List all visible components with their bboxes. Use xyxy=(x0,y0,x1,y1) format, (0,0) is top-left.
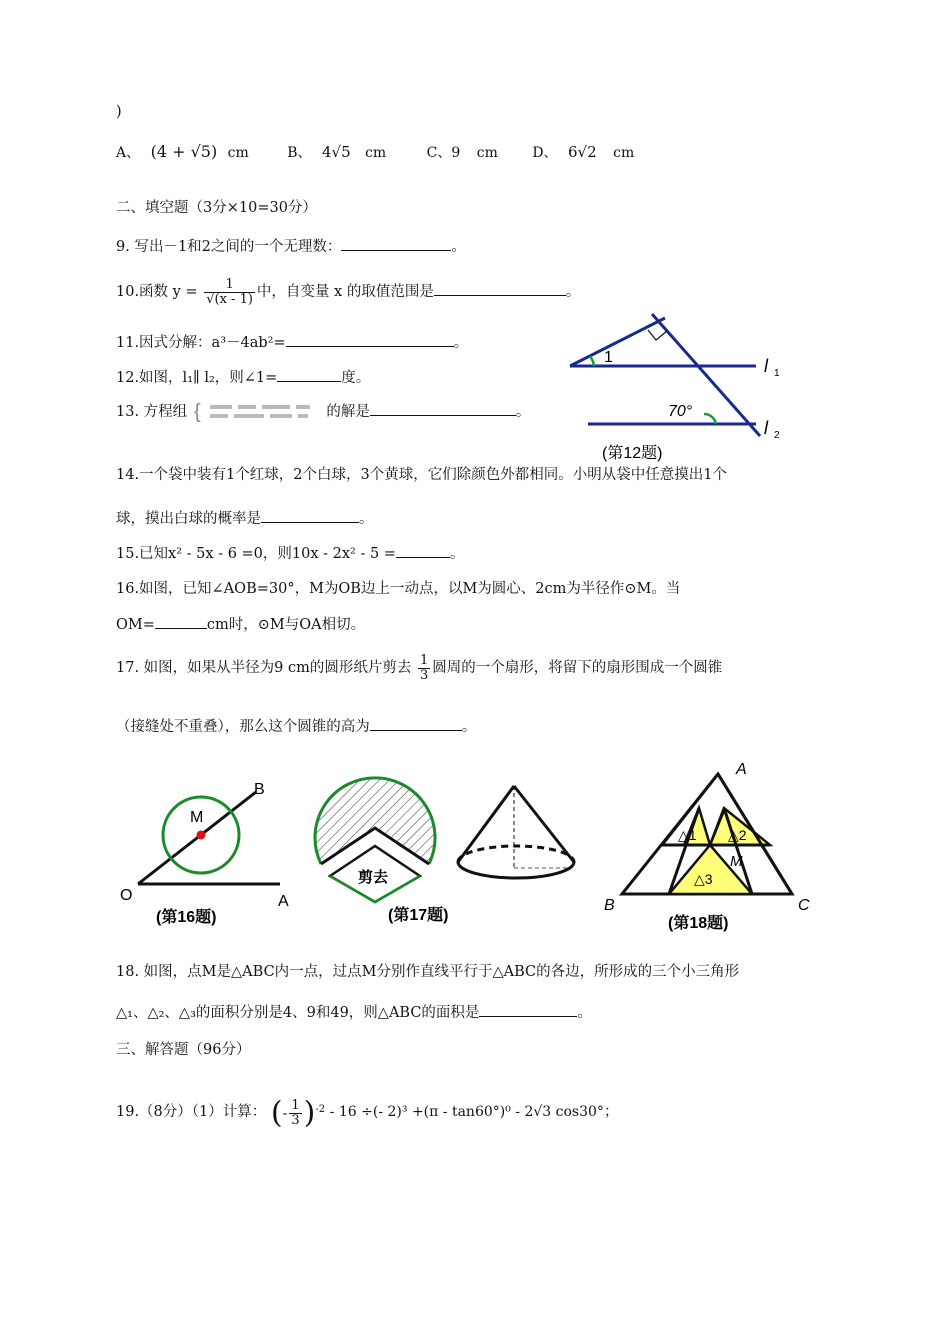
figure-16-caption: (第16题) xyxy=(156,909,217,926)
q9 xyxy=(116,236,466,257)
q14-line2 xyxy=(116,508,374,529)
q19 xyxy=(116,1090,618,1134)
q11-pre: 11.因式分解：a³－4ab²= xyxy=(116,335,286,351)
q9-answer-blank[interactable] xyxy=(341,236,451,251)
q10-post: 中，自变量 x 的取值范围是 xyxy=(256,284,434,300)
q15-end: 。 xyxy=(449,546,465,562)
figure-18 xyxy=(600,756,820,936)
q10-pre: 10.函数 y = xyxy=(116,284,198,300)
q13-post: 的解是 xyxy=(326,404,370,420)
option-a-label: A、 xyxy=(116,145,141,161)
figure-18-caption: (第18题) xyxy=(668,915,729,932)
q13-end: 。 xyxy=(515,404,531,420)
q10-fraction xyxy=(204,278,255,307)
cone-figure xyxy=(450,772,590,902)
q11-answer-blank[interactable] xyxy=(286,332,454,347)
q17-end: 。 xyxy=(461,719,477,735)
section2-title: 二、填空题（3分×10=30分） xyxy=(116,200,317,216)
q19-paren-fraction: (- $\frac{1}{3}$ )$^{-2}$ xyxy=(270,1095,326,1131)
option-d-value: 6√2 xyxy=(568,143,597,161)
figure-12 xyxy=(560,308,800,468)
q17-line2 xyxy=(116,716,476,737)
cut-label: 剪去 xyxy=(358,869,389,886)
option-a-value: (4 + √5) xyxy=(150,142,218,161)
q19-pre: 19.（8分）（1）计算： xyxy=(116,1103,267,1120)
point-b-label-18: B xyxy=(604,897,615,914)
q17-answer-blank[interactable] xyxy=(370,716,462,731)
q18-line2 xyxy=(116,1002,592,1023)
center-m-point xyxy=(197,831,206,840)
prev-question-tail: ) xyxy=(116,104,122,120)
q13-equation-system-image xyxy=(192,401,322,423)
q10-numerator: 1 xyxy=(204,278,255,293)
angle-1-label: 1 xyxy=(604,349,613,366)
q18-end: 。 xyxy=(577,1005,592,1021)
q15-pre: 15.已知x² - 5x - 6 =0，则10x - 2x² - 5 = xyxy=(116,546,396,562)
q10 xyxy=(116,272,580,312)
q16-line2-post: cm时，⊙M与OA相切。 xyxy=(206,617,366,633)
option-b-value: 4√5 xyxy=(321,143,351,161)
q17-line2-text: （接缝处不重叠），那么这个圆锥的高为 xyxy=(116,719,370,735)
q14-line2-text: 球，摸出白球的概率是 xyxy=(116,511,261,527)
q11-end: 。 xyxy=(453,335,469,351)
q13-answer-blank[interactable] xyxy=(370,401,516,416)
triangle-1-label: △1 xyxy=(678,827,697,843)
q12-post: 度。 xyxy=(341,370,371,386)
q12-pre: 12.如图，l₁∥ l₂，则∠1= xyxy=(116,370,278,386)
q8-options xyxy=(116,142,634,163)
option-a-unit: cm xyxy=(227,145,249,161)
q18-line2-pre: △₁、△₂、△₃的面积分别是4、9和49，则△ABC的面积是 xyxy=(116,1005,480,1021)
section3-title: 三、解答题（96分） xyxy=(116,1042,251,1058)
q16-answer-blank[interactable] xyxy=(155,614,207,629)
line-l2-label: l xyxy=(764,418,768,438)
q16-line1: 16.如图，已知∠AOB=30°，M为OB边上一动点，以M为圆心、2cm为半径作⊙M。当 xyxy=(116,581,681,597)
q15-answer-blank[interactable] xyxy=(396,543,450,558)
point-m-label-18: M xyxy=(730,853,743,870)
q9-text: 9. 写出－1和2之间的一个无理数： xyxy=(116,239,342,255)
point-a-label: A xyxy=(278,893,289,910)
q14-end: 。 xyxy=(359,511,374,527)
figure-17 xyxy=(300,760,450,930)
q17-pre: 17. 如图，如果从半径为9 cm的圆形纸片剪去 xyxy=(116,660,412,676)
triangle-3-label: △3 xyxy=(694,871,713,887)
q11 xyxy=(116,332,468,353)
point-c-label-18: C xyxy=(798,897,810,914)
option-c-unit: cm xyxy=(476,145,498,161)
q10-answer-blank[interactable] xyxy=(434,281,566,296)
q10-end: 。 xyxy=(565,284,581,300)
q17-fraction xyxy=(418,654,430,683)
point-a-label-18: A xyxy=(736,761,747,778)
angle-70-label: 70° xyxy=(668,403,693,420)
point-b-label: B xyxy=(254,781,265,798)
q18-answer-blank[interactable] xyxy=(479,1002,577,1017)
q13-brace: { xyxy=(193,401,201,423)
q9-end: 。 xyxy=(451,239,466,255)
q14-answer-blank[interactable] xyxy=(261,508,359,523)
line-l1-label: l xyxy=(764,356,768,376)
q18-line1: 18. 如图，点M是△ABC内一点，过点M分别作直线平行于△ABC的各边，所形成的三个小三角形 xyxy=(116,964,740,980)
q19-end: ； xyxy=(603,1103,619,1120)
q17-post: 圆周的一个扇形，将留下的扇形围成一个圆锥 xyxy=(432,660,723,676)
option-b-unit: cm xyxy=(365,145,387,161)
q15 xyxy=(116,543,464,564)
figure-12-caption: (第12题) xyxy=(602,445,663,462)
point-o-label: O xyxy=(120,887,133,904)
point-m-label: M xyxy=(190,809,204,826)
q12-answer-blank[interactable] xyxy=(277,367,341,382)
q17-numerator: 1 xyxy=(419,652,429,668)
q17-line1 xyxy=(116,650,722,686)
figure-17-caption: (第17题) xyxy=(388,907,449,924)
q10-denominator: √(x - 1) xyxy=(206,291,253,307)
q13 xyxy=(116,401,530,423)
q17-denominator: 3 xyxy=(419,667,429,683)
q14-line1: 14.一个袋中装有1个红球，2个白球，3个黄球，它们除颜色外都相同。小明从袋中任意摸出1个 xyxy=(116,467,727,483)
option-d-unit: cm xyxy=(613,145,635,161)
option-d-label: D、 xyxy=(532,145,558,161)
q12 xyxy=(116,367,370,388)
option-b-label: B、 xyxy=(287,145,312,161)
q16-line2-pre: OM= xyxy=(116,617,155,633)
figure-16 xyxy=(114,770,304,930)
q16-line2 xyxy=(116,614,365,635)
line-l2-subscript: 2 xyxy=(774,430,780,441)
option-c-label: C、9 xyxy=(426,145,461,161)
triangle-2-label: △2 xyxy=(728,827,747,843)
q19-expression: - 16 ÷(- 2)³ +(π - tan60°)⁰ - 2√3 cos30° xyxy=(329,1103,604,1120)
line-l1-subscript: 1 xyxy=(774,368,780,379)
q13-pre: 13. 方程组 xyxy=(116,404,188,420)
